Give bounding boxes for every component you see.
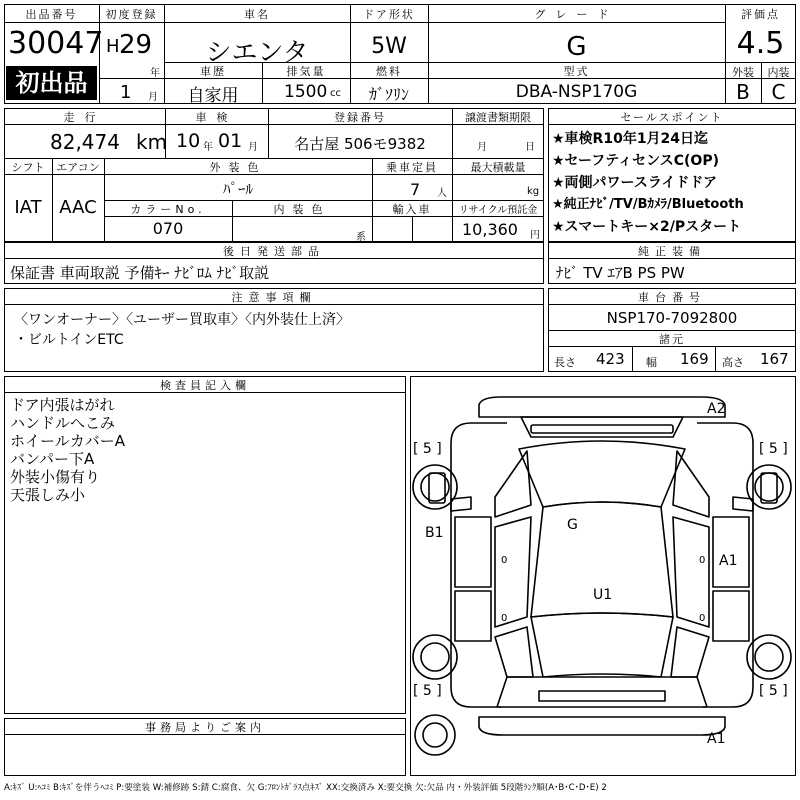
lot-number: 30047 [8, 26, 104, 61]
damage-mark-u1: U1 [593, 587, 613, 603]
car-name: シエンタ [205, 38, 309, 68]
tire-tread-rear-left: [ 5 ] [413, 683, 442, 699]
inspector-label: 検査員記入欄 [160, 379, 250, 392]
length: 423 [596, 350, 625, 368]
inspector-note: ドア内張はがれ [10, 396, 115, 414]
height-label: 高さ [722, 356, 744, 369]
inspection-month: 01 [218, 130, 243, 152]
inspection-month-unit: 月 [248, 142, 258, 153]
capacity-label: 乗車定員 [386, 161, 438, 174]
displacement: 1500 [284, 82, 328, 102]
mileage-unit: km [136, 130, 168, 154]
height: 167 [760, 350, 789, 368]
history: 自家用 [187, 86, 239, 106]
color-label: 外装色 [209, 161, 267, 174]
model-code: DBA-NSP170G [515, 82, 638, 102]
ac: AAC [59, 197, 97, 218]
inspector-note: 外装小傷有り [10, 468, 101, 486]
inspection-year: 10 [176, 130, 201, 152]
sales-point: ★純正ﾅﾋﾞ/TV/Bｶﾒﾗ/Bluetooth [552, 197, 744, 212]
reg-no: 名古屋 506モ9382 [294, 135, 426, 153]
first-reg-month: 1 [120, 82, 132, 103]
recycle-fee: 10,360 [462, 220, 518, 239]
chassis-label: 車台番号 [638, 291, 706, 304]
car-name-label: 車名 [244, 8, 270, 21]
chassis-number: NSP170-7092800 [606, 309, 738, 327]
exterior-grade-label: 外装 [732, 66, 754, 79]
equipment-label: 純正装備 [638, 245, 706, 258]
lot-number-label: 出品番号 [25, 8, 78, 21]
dims-label: 諸元 [659, 333, 685, 346]
interior-color-label: 内装色 [273, 203, 331, 216]
sales-points-label: セールスポイント [620, 111, 724, 124]
capacity-unit: 人 [437, 188, 447, 199]
later-parts-text: 保証書 車両取説 予備ｷｰ ﾅﾋﾞﾛﾑ ﾅﾋﾞ取説 [10, 264, 270, 282]
color: ﾊﾟｰﾙ [222, 180, 253, 198]
year-unit: 年 [150, 68, 160, 79]
sales-point: ★スマートキー×2/Pスタート [552, 219, 742, 235]
equipment-text: ﾅﾋﾞ TV ｴｱB PS PW [556, 264, 685, 282]
color-no: 070 [152, 219, 184, 238]
capacity: 7 [410, 180, 421, 199]
shift-label: シフト [11, 161, 45, 174]
mileage-label: 走行 [63, 111, 106, 124]
interior-color-unit: 系 [356, 232, 366, 243]
displacement-unit: cc [330, 88, 341, 99]
transfer-label: 譲渡書類期限 [465, 111, 531, 124]
damage-mark-a1-right: A1 [719, 553, 738, 569]
transfer-month: 月 [477, 142, 487, 153]
notes-line-2: ・ビルトインETC [14, 332, 124, 348]
sales-point: ★セーフティセンスC(OP) [552, 153, 719, 169]
import-label: 輸入車 [392, 203, 432, 216]
tire-tread-rear-right: [ 5 ] [759, 683, 788, 699]
mileage: 82,474 [50, 130, 120, 154]
legend: A:ｷｽﾞ U:ﾍｺﾐ B:ｷｽﾞを伴うﾍｺﾐ P:要塗装 W:補修跡 S:錆 C:腐食、欠 G:ﾌﾛﾝﾄｶﾞﾗｽ点ｷｽﾞ XX:交換済み X:要交換 欠:欠品 内・外装評価 5段階ﾗﾝｸ順(A･B･C･D･E) 2 [4, 783, 607, 793]
score-label: 評価点 [741, 8, 780, 21]
tire-tread-front-right: [ 5 ] [759, 441, 788, 457]
zero-mark: 0 [699, 555, 706, 566]
exterior-grade: B [736, 80, 750, 104]
fuel-label: 燃料 [376, 65, 402, 78]
displacement-label: 排気量 [286, 65, 326, 78]
first-reg-year: 29 [119, 30, 153, 60]
grade-label: グレード [534, 8, 619, 21]
zero-mark: 0 [501, 613, 508, 624]
zero-mark: 0 [699, 613, 706, 624]
inspection-label: 車検 [195, 111, 238, 124]
door-label: ドア形状 [363, 8, 415, 21]
history-label: 車歴 [200, 65, 226, 78]
inspector-note: ハンドルへこみ [10, 414, 116, 432]
length-label: 長さ [554, 356, 576, 369]
sales-point: ★車検R10年1月24日迄 [552, 131, 709, 147]
transfer-day: 日 [525, 142, 535, 153]
width-label: 幅 [646, 356, 657, 369]
inspector-note: ホイールカバーA [10, 432, 125, 450]
notes-line-1: 〈ワンオーナー〉〈ユーザー買取車〉〈内外装仕上済〉 [14, 312, 350, 328]
damage-diagram [410, 376, 796, 776]
score: 4.5 [736, 26, 785, 61]
first-reg-label: 初度登録 [105, 8, 158, 21]
recycle-label: リサイクル預託金 [458, 205, 538, 216]
notes-label: 注意事項欄 [231, 291, 317, 304]
ac-label: エアコン [56, 161, 100, 174]
max-load-label: 最大積載量 [470, 161, 526, 174]
first-listing-badge: 初出品 [6, 66, 97, 100]
shift: IAT [14, 197, 42, 218]
interior-grade: C [771, 80, 786, 104]
recycle-unit: 円 [530, 230, 540, 241]
fuel: ｶﾞｿﾘﾝ [368, 85, 409, 104]
tire-tread-front-left: [ 5 ] [413, 441, 442, 457]
office-label: 事務局よりご案内 [145, 721, 265, 734]
damage-mark-g: G [567, 517, 578, 533]
reg-no-label: 登録番号 [334, 111, 386, 124]
sales-points-list [552, 128, 794, 238]
door-type: 5W [371, 34, 407, 59]
month-unit: 月 [148, 92, 158, 103]
sales-point: ★両側パワースライドドア [552, 175, 718, 191]
model-code-label: 型式 [563, 65, 590, 78]
damage-mark-b1: B1 [425, 525, 444, 541]
inspector-note: 天張しみ小 [10, 486, 86, 504]
damage-mark-a1-bottom: A1 [707, 731, 726, 747]
inspector-notes [10, 396, 125, 504]
later-parts-label: 後日発送部品 [223, 245, 325, 258]
width: 169 [680, 350, 709, 368]
inspector-note: バンパー下A [10, 450, 95, 468]
interior-grade-label: 内装 [767, 66, 790, 79]
max-load-unit: kg [527, 186, 540, 197]
zero-mark: 0 [501, 555, 508, 566]
car-outline-diagram [411, 377, 794, 774]
color-no-label: カラーNo. [130, 203, 206, 216]
grade: G [566, 32, 587, 62]
era: H [106, 36, 120, 57]
inspection-year-unit: 年 [203, 142, 213, 153]
damage-mark-a2: A2 [707, 401, 726, 417]
